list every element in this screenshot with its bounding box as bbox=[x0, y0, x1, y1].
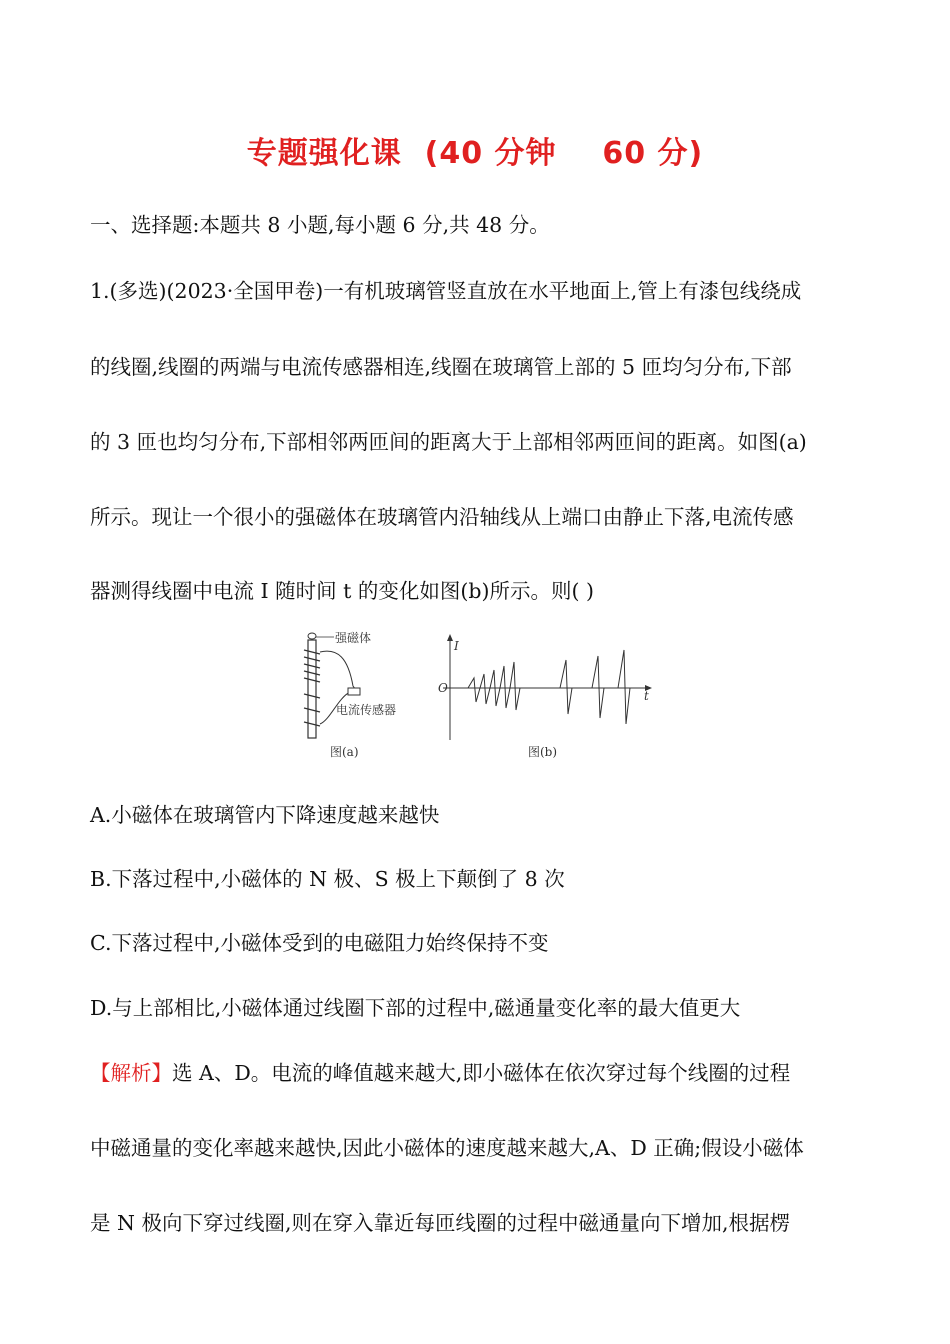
magnet-label: 强磁体 bbox=[335, 631, 372, 645]
question-line-4: 所示。现让一个很小的强磁体在玻璃管内沿轴线从上端口由静止下落,电流传感 bbox=[90, 505, 794, 529]
coil-turn bbox=[304, 650, 320, 654]
page-title: 专题强化课 (40 分钟 60 分) bbox=[246, 136, 704, 171]
magnet-icon bbox=[308, 633, 316, 639]
coil-turn bbox=[304, 708, 320, 712]
question-line-5: 器测得线圈中电流 I 随时间 t 的变化如图(b)所示。则( ) bbox=[90, 579, 595, 603]
analysis-line-1-text: 选 A、D。电流的峰值越来越大,即小磁体在依次穿过每个线圈的过程 bbox=[172, 1061, 791, 1085]
origin-label: O bbox=[438, 681, 448, 695]
section-heading: 一、选择题:本题共 8 小题,每小题 6 分,共 48 分。 bbox=[90, 213, 550, 237]
figure-b-caption: 图(b) bbox=[528, 745, 558, 759]
analysis-line-2: 中磁通量的变化率越来越快,因此小磁体的速度越来越大,A、D 正确;假设小磁体 bbox=[90, 1136, 804, 1160]
coil-turn bbox=[304, 694, 320, 698]
coil-turn bbox=[304, 671, 320, 675]
y-axis-label: I bbox=[454, 639, 459, 653]
coil-turn bbox=[304, 678, 320, 682]
figure-a bbox=[304, 630, 396, 759]
x-axis-label: t bbox=[644, 689, 649, 703]
sensor-box bbox=[348, 688, 360, 695]
figure-a-caption: 图(a) bbox=[330, 745, 359, 759]
wire-top bbox=[320, 651, 356, 690]
current-curve bbox=[452, 650, 644, 724]
analysis-line-3: 是 N 极向下穿过线圈,则在穿入靠近每匝线圈的过程中磁通量向下增加,根据楞 bbox=[90, 1211, 791, 1235]
option-c: C.下落过程中,小磁体受到的电磁阻力始终保持不变 bbox=[90, 931, 549, 955]
upper-coils bbox=[304, 650, 320, 682]
question-line-3: 的 3 匝也均匀分布,下部相邻两匝间的距离大于上部相邻两匝间的距离。如图(a) bbox=[90, 430, 807, 454]
coil-turn bbox=[304, 657, 320, 661]
coil-turn bbox=[304, 722, 320, 726]
y-axis-arrow bbox=[447, 634, 453, 641]
coil-turn bbox=[304, 664, 320, 668]
lower-coils bbox=[304, 694, 320, 726]
question-line-1: 1.(多选)(2023·全国甲卷)一有机玻璃管竖直放在水平地面上,管上有漆包线绕成 bbox=[90, 279, 802, 303]
analysis-line-1 bbox=[90, 1056, 790, 1086]
question-line-2: 的线圈,线圈的两端与电流传感器相连,线圈在玻璃管上部的 5 匝均匀分布,下部 bbox=[90, 355, 792, 379]
question-figure bbox=[298, 628, 668, 763]
analysis-tag: 【解析】 bbox=[90, 1061, 172, 1085]
sensor-label: 电流传感器 bbox=[336, 703, 397, 717]
figure-b bbox=[438, 634, 652, 759]
option-d: D.与上部相比,小磁体通过线圈下部的过程中,磁通量变化率的最大值更大 bbox=[90, 996, 741, 1020]
option-b: B.下落过程中,小磁体的 N 极、S 极上下颠倒了 8 次 bbox=[90, 867, 565, 891]
option-a: A.小磁体在玻璃管内下降速度越来越快 bbox=[90, 803, 440, 827]
